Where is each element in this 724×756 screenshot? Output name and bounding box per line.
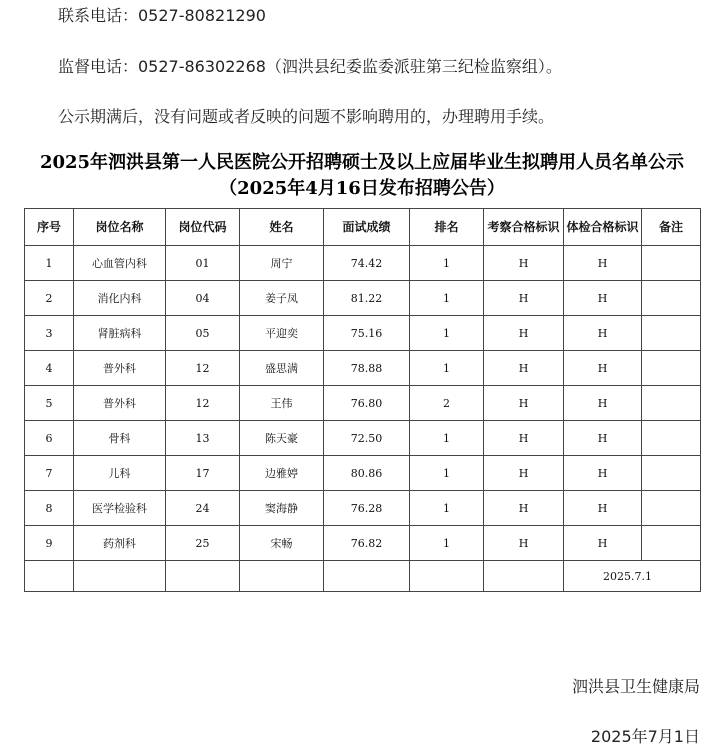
cell-name: 平迎奕 (240, 316, 324, 351)
cell-rank: 1 (410, 246, 484, 281)
cell-review: H (484, 456, 564, 491)
cell-no: 7 (25, 456, 74, 491)
cell-name: 窦海静 (240, 491, 324, 526)
notice-line: 公示期满后，没有问题或者反映的问题不影响聘用的，办理聘用手续。 (58, 107, 555, 126)
cell-score: 80.86 (324, 456, 410, 491)
cell-rank: 1 (410, 316, 484, 351)
cell-code: 05 (166, 316, 240, 351)
cell-position: 药剂科 (74, 526, 166, 561)
cell-rank: 1 (410, 456, 484, 491)
cell-code: 24 (166, 491, 240, 526)
cell-name: 盛思满 (240, 351, 324, 386)
table-row (25, 491, 701, 526)
footer-empty-cell (74, 561, 166, 592)
cell-name: 边雅婷 (240, 456, 324, 491)
footer-empty-cell (484, 561, 564, 592)
cell-review: H (484, 491, 564, 526)
header-no: 序号 (25, 209, 74, 246)
cell-note (642, 351, 701, 386)
cell-note (642, 491, 701, 526)
cell-code: 17 (166, 456, 240, 491)
cell-code: 01 (166, 246, 240, 281)
cell-code: 12 (166, 386, 240, 421)
cell-code: 13 (166, 421, 240, 456)
cell-rank: 1 (410, 421, 484, 456)
cell-position: 儿科 (74, 456, 166, 491)
cell-code: 12 (166, 351, 240, 386)
table-row (25, 456, 701, 491)
table-row (25, 421, 701, 456)
cell-position: 肾脏病科 (74, 316, 166, 351)
header-score: 面试成绩 (324, 209, 410, 246)
cell-no: 4 (25, 351, 74, 386)
cell-score: 74.42 (324, 246, 410, 281)
cell-review: H (484, 281, 564, 316)
cell-code: 04 (166, 281, 240, 316)
cell-name: 王伟 (240, 386, 324, 421)
cell-no: 9 (25, 526, 74, 561)
cell-review: H (484, 421, 564, 456)
cell-code: 25 (166, 526, 240, 561)
cell-note (642, 526, 701, 561)
header-position: 岗位名称 (74, 209, 166, 246)
cell-rank: 1 (410, 526, 484, 561)
header-note: 备注 (642, 209, 701, 246)
header-rank: 排名 (410, 209, 484, 246)
cell-rank: 2 (410, 386, 484, 421)
cell-medical: H (564, 246, 642, 281)
cell-medical: H (564, 421, 642, 456)
cell-score: 72.50 (324, 421, 410, 456)
cell-no: 3 (25, 316, 74, 351)
cell-score: 76.82 (324, 526, 410, 561)
table-row (25, 316, 701, 351)
contact-phone-line: 联系电话：0527-80821290 (58, 6, 266, 25)
cell-no: 8 (25, 491, 74, 526)
cell-score: 75.16 (324, 316, 410, 351)
table-row (25, 351, 701, 386)
footer-empty-cell (410, 561, 484, 592)
cell-score: 81.22 (324, 281, 410, 316)
footer-empty-cell (25, 561, 74, 592)
header-review: 考察合格标识 (484, 209, 564, 246)
table-row (25, 526, 701, 561)
cell-review: H (484, 386, 564, 421)
cell-review: H (484, 526, 564, 561)
cell-name: 陈天豪 (240, 421, 324, 456)
cell-no: 5 (25, 386, 74, 421)
header-medical: 体检合格标识 (564, 209, 642, 246)
table-header-row (25, 209, 701, 246)
table-title: 2025年泗洪县第一人民医院公开招聘硕士及以上应届毕业生拟聘用人员名单公示（2025年4月16日发布招聘公告） (39, 152, 685, 199)
table-row (25, 281, 701, 316)
cell-score: 78.88 (324, 351, 410, 386)
cell-note (642, 386, 701, 421)
cell-name: 周宁 (240, 246, 324, 281)
cell-rank: 1 (410, 491, 484, 526)
supervision-phone-line: 监督电话：0527-86302268（泗洪县纪委监委派驻第三纪检监察组）。 (58, 57, 562, 76)
cell-rank: 1 (410, 351, 484, 386)
table-footer-date: 2025.7.1 (564, 561, 701, 592)
cell-note (642, 456, 701, 491)
cell-rank: 1 (410, 281, 484, 316)
cell-position: 消化内科 (74, 281, 166, 316)
cell-position: 医学检验科 (74, 491, 166, 526)
table-row (25, 246, 701, 281)
cell-medical: H (564, 316, 642, 351)
footer-empty-cell (324, 561, 410, 592)
cell-review: H (484, 351, 564, 386)
cell-position: 普外科 (74, 351, 166, 386)
footer-empty-cell (166, 561, 240, 592)
cell-position: 骨科 (74, 421, 166, 456)
cell-name: 姜子凤 (240, 281, 324, 316)
cell-no: 6 (25, 421, 74, 456)
cell-review: H (484, 316, 564, 351)
cell-review: H (484, 246, 564, 281)
cell-medical: H (564, 281, 642, 316)
cell-medical: H (564, 456, 642, 491)
table-footer-row (25, 561, 701, 592)
cell-name: 宋畅 (240, 526, 324, 561)
cell-no: 1 (25, 246, 74, 281)
cell-medical: H (564, 491, 642, 526)
cell-score: 76.80 (324, 386, 410, 421)
cell-score: 76.28 (324, 491, 410, 526)
header-name: 姓名 (240, 209, 324, 246)
cell-note (642, 316, 701, 351)
cell-position: 普外科 (74, 386, 166, 421)
cell-note (642, 281, 701, 316)
cell-no: 2 (25, 281, 74, 316)
hiring-table (24, 208, 701, 592)
table-row (25, 386, 701, 421)
signature-date: 2025年7月1日 (590, 727, 700, 746)
signature-organization: 泗洪县卫生健康局 (571, 677, 700, 696)
cell-medical: H (564, 386, 642, 421)
cell-note (642, 246, 701, 281)
header-code: 岗位代码 (166, 209, 240, 246)
cell-medical: H (564, 351, 642, 386)
cell-position: 心血管内科 (74, 246, 166, 281)
cell-medical: H (564, 526, 642, 561)
footer-empty-cell (240, 561, 324, 592)
cell-note (642, 421, 701, 456)
